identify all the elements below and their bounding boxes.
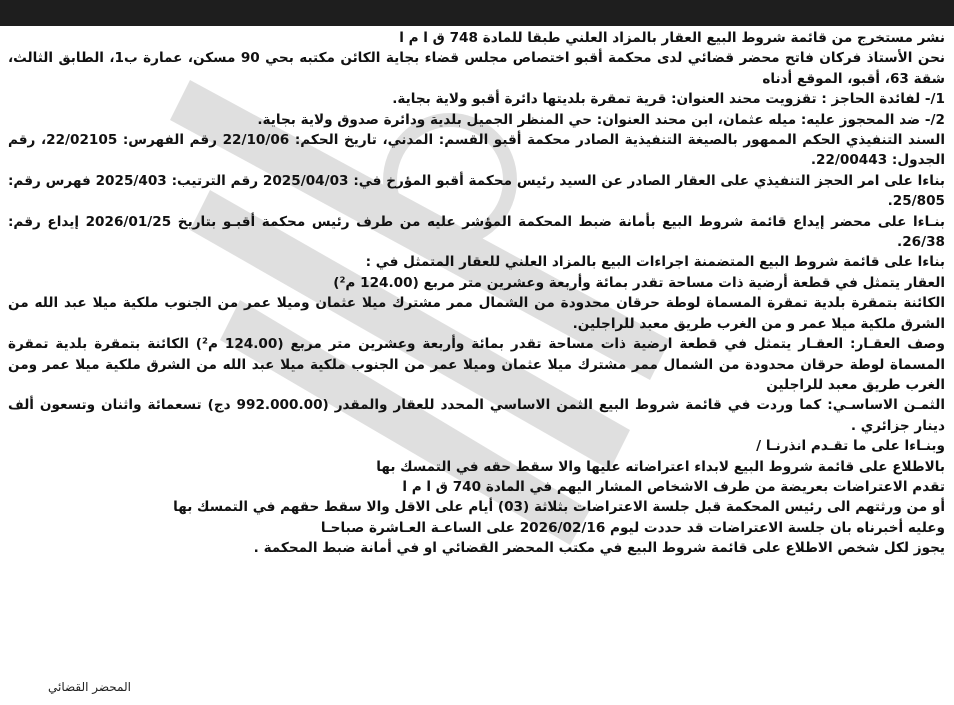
bailiff-intro: نحن الأستاذ فركان فاتح محضر قضائي لدى محكمة أقبو اختصاص مجلس قضاء بجاية الكائن مكتبه بحي 90 مسكن، عمارة ب1، الطابق الثالث، شقة 63، أقبو، الموقع أدناه bbox=[8, 50, 945, 87]
warning-intro: وبنـاءا على ما تقـدم انذرنـا / bbox=[756, 438, 945, 455]
base-price: الثمـن الاساسـي: كما وردت في قائمة شروط البيع الثمن الاساسي المحدد للعقار والمقدر (992.000.00 دج) تسعمائة واثنان وتسعون ألف دينار جزائري . bbox=[8, 397, 945, 434]
public-access: يجوز لكل شخص الاطلاع على قائمة شروط البيع في مكتب المحضر القضائي او في أمانة ضبط المحكمة . bbox=[253, 540, 945, 557]
property-description: وصف العقـار: العقـار يتمثل في قطعة ارضية ذات مساحة تقدر بمائة وأربعة وعشرين متر مربع (124.00 م²) الكائنة بتمقرة بلدية تمقرة المسماة لوطة حرقان محدودة من الشمال ممر مشترك ميلا عثمان وميلا عمر من الجنوب ملكية ميلا عبد الله من الشرق ملكية ميلا عمر ومن الغرب طريق معبد للراجلين bbox=[8, 336, 945, 393]
creditor-party: 1/- لفائدة الحاجز : تقزويت محند العنوان: قرية تمقرة بلديتها دائرة أقبو ولاية بجاية. bbox=[392, 91, 945, 108]
debtor-party: 2/- ضد المحجوز عليه: ميله عثمان، ابن محند العنوان: حي المنظر الجميل بلدية ودائرة صدوق ولاية بجاية. bbox=[257, 111, 945, 128]
procedures-intro: بناءا على قائمة شروط البيع المتضمنة اجراءات البيع بالمزاد العلني للعقار المتمثل في : bbox=[365, 254, 945, 271]
property-line-2: الكائنة بتمقرة بلدية تمقرة المسماة لوطة حرقان محدودة من الشمال ممر مشترك ميلا عثمان وميلا عمر من الجنوب ملكية ميلا عبد الله من الشرق ملكية ميلا عمر و من الغرب طريق معبد للراجلين. bbox=[8, 295, 945, 332]
review-warning: بالاطلاع على قائمة شروط البيع لابداء اعتراضاته عليها والا سقط حقه في التمسك بها bbox=[376, 458, 945, 475]
objections-deadline: أو من ورثتهم الى رئيس المحكمة قبل جلسة الاعتراضات بثلاثة (03) أيام على الاقل والا سقط حقهم في التمسك بها bbox=[173, 499, 945, 516]
legal-notice bbox=[8, 28, 945, 559]
top-black-bar bbox=[0, 0, 954, 26]
enforcement-title: السند التنفيذي الحكم الممهور بالصيغة التنفيذية الصادر محكمة أقبو القسم: المدني، تاريخ الحكم: 22/10/06 رقم الفهرس: 22/02105، رقم الجدول: 22/00443. bbox=[8, 132, 945, 169]
hearing-date: وعليه أخبرناه بان جلسة الاعتراضات قد حددت ليوم 2026/02/16 على الساعـة العـاشرة صباحـا bbox=[320, 519, 945, 536]
signature-label: المحضر القضائي bbox=[48, 680, 131, 694]
seizure-order: بناءا على امر الحجز التنفيذي على العقار الصادر عن السيد رئيس محكمة أقبو المؤرخ في: 2025/04/03 رقم الترتيب: 2025/403 فهرس رقم: 25/805. bbox=[8, 172, 945, 210]
deposit-record: بنـاءا على محضر إيداع قائمة شروط البيع بأمانة ضبط المحكمة المؤشر عليه من طرف رئيس محكمة أقبـو بتاريخ 2026/01/25 إيداع رقم: 26/38. bbox=[8, 213, 945, 251]
notice-header: نشر مستخرج من قائمة شروط البيع العقار بالمزاد العلني طبقا للمادة 748 ق ا م ا bbox=[399, 30, 945, 46]
objections-filing: تقدم الاعتراضات بعريضة من طرف الاشخاص المشار اليهم في المادة 740 ق ا م ا bbox=[402, 478, 945, 495]
property-line-1: العقار يتمثل في قطعة أرضية ذات مساحة تقدر بمائة وأربعة وعشرين متر مربع (124.00 م²) bbox=[333, 274, 945, 291]
